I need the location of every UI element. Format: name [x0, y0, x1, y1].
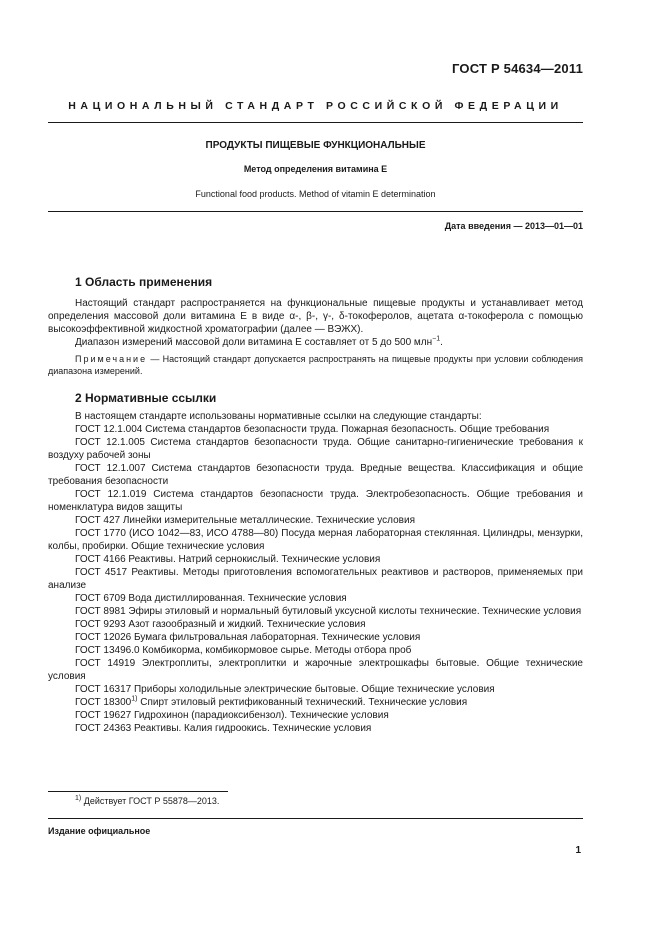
page-number: 1 [575, 845, 581, 856]
paragraph: Настоящий стандарт распространяется на функциональные пищевые продукты и устанавливает метод определения массовой доли витамина Е в виде α-, β-, γ-, δ-токоферолов, ацетата α-токоферола с помощью высокоэффективной жидкостной хроматографии (далее — ВЭЖХ). [48, 298, 583, 335]
reference-item: ГОСТ 1770 (ИСО 1042—83, ИСО 4788—80) Посуда мерная лабораторная стеклянная. Цилиндры, мензурки, колбы, пробирки. Общие технические условия [48, 528, 583, 552]
footnote-marker: 1) [131, 695, 138, 703]
note [48, 353, 583, 377]
reference-item: ГОСТ 6709 Вода дистиллированная. Технические условия [75, 593, 347, 604]
document-title: ПРОДУКТЫ ПИЩЕВЫЕ ФУНКЦИОНАЛЬНЫЕ [205, 140, 426, 151]
section-scope [48, 276, 583, 377]
reference-item: ГОСТ 8981 Эфиры этиловый и нормальный бутиловый уксусной кислоты технические. Технические условия [75, 606, 582, 617]
divider-bottom [48, 818, 583, 819]
divider-middle [48, 211, 583, 212]
document-english-title: Functional food products. Method of vitamin E determination [195, 189, 436, 199]
footnote: $^{1)}$ Действует ГОСТ Р 55878—2013. [75, 795, 220, 806]
reference-item: ГОСТ 12026 Бумага фильтровальная лабораторная. Технические условия [75, 632, 421, 643]
reference-item: ГОСТ 12.1.005 Система стандартов безопасности труда. Общие санитарно-гигиенические требования к воздуху рабочей зоны [48, 437, 583, 461]
reference-item: ГОСТ 16317 Приборы холодильные электрические бытовые. Общие технические условия [75, 684, 495, 695]
reference-item: ГОСТ 18300$^{1)}$ Спирт этиловый ректификованный технический. Технические условия [75, 695, 468, 708]
section-normative-references [48, 392, 583, 735]
reference-item: ГОСТ 13496.0 Комбикорма, комбикормовое сырье. Методы отбора проб [75, 645, 412, 656]
note-label: Примечание [75, 354, 148, 364]
note-text: — Настоящий стандарт допускается распространять на пищевые продукты при условии соблюдения диапазона измерений. [48, 354, 583, 376]
reference-item: ГОСТ 9293 Азот газообразный и жидкий. Технические условия [75, 619, 366, 630]
footnote-divider [48, 791, 228, 792]
reference-item: ГОСТ 19627 Гидрохинон (парадиоксибензол). Технические условия [75, 710, 389, 721]
edition-label: Издание официальное [48, 826, 151, 836]
footnote-marker: 1) [75, 795, 82, 802]
section-heading: 1 Область применения [75, 275, 213, 289]
document-subtitle: Метод определения витамина Е [243, 164, 388, 174]
section-heading: 2 Нормативные ссылки [75, 391, 217, 405]
divider-top [48, 122, 583, 123]
standard-type-heading: НАЦИОНАЛЬНЫЙ СТАНДАРТ РОССИЙСКОЙ ФЕДЕРАЦИИ [68, 100, 563, 112]
reference-item: ГОСТ 14919 Электроплиты, электроплитки и жарочные электрошкафы бытовые. Общие технические условия [48, 658, 583, 682]
reference-item: ГОСТ 427 Линейки измерительные металлические. Технические условия [75, 515, 415, 526]
gost-number: ГОСТ Р 54634—2011 [452, 61, 583, 76]
reference-item: ГОСТ 12.1.004 Система стандартов безопасности труда. Пожарная безопасность. Общие требования [75, 424, 550, 435]
reference-item: ГОСТ 12.1.019 Система стандартов безопасности труда. Электробезопасность. Общие требования и номенклатура видов защиты [48, 489, 583, 513]
introduction-date: Дата введения — 2013—01—01 [444, 221, 583, 231]
reference-item: ГОСТ 12.1.007 Система стандартов безопасности труда. Вредные вещества. Классификация и общие требования безопасности [48, 463, 583, 487]
paragraph: В настоящем стандарте использованы нормативные ссылки на следующие стандарты: [75, 411, 482, 422]
reference-item: ГОСТ 4166 Реактивы. Натрий сернокислый. Технические условия [75, 554, 381, 565]
reference-item: ГОСТ 24363 Реактивы. Калия гидроокись. Технические условия [75, 723, 372, 734]
paragraph: Диапазон измерений массовой доли витамина Е составляет от 5 до 500 млн$^{-1}$. [75, 335, 443, 348]
superscript: −1 [432, 335, 441, 343]
reference-item: ГОСТ 4517 Реактивы. Методы приготовления вспомогательных реактивов и растворов, применяемых при анализе [48, 567, 583, 591]
